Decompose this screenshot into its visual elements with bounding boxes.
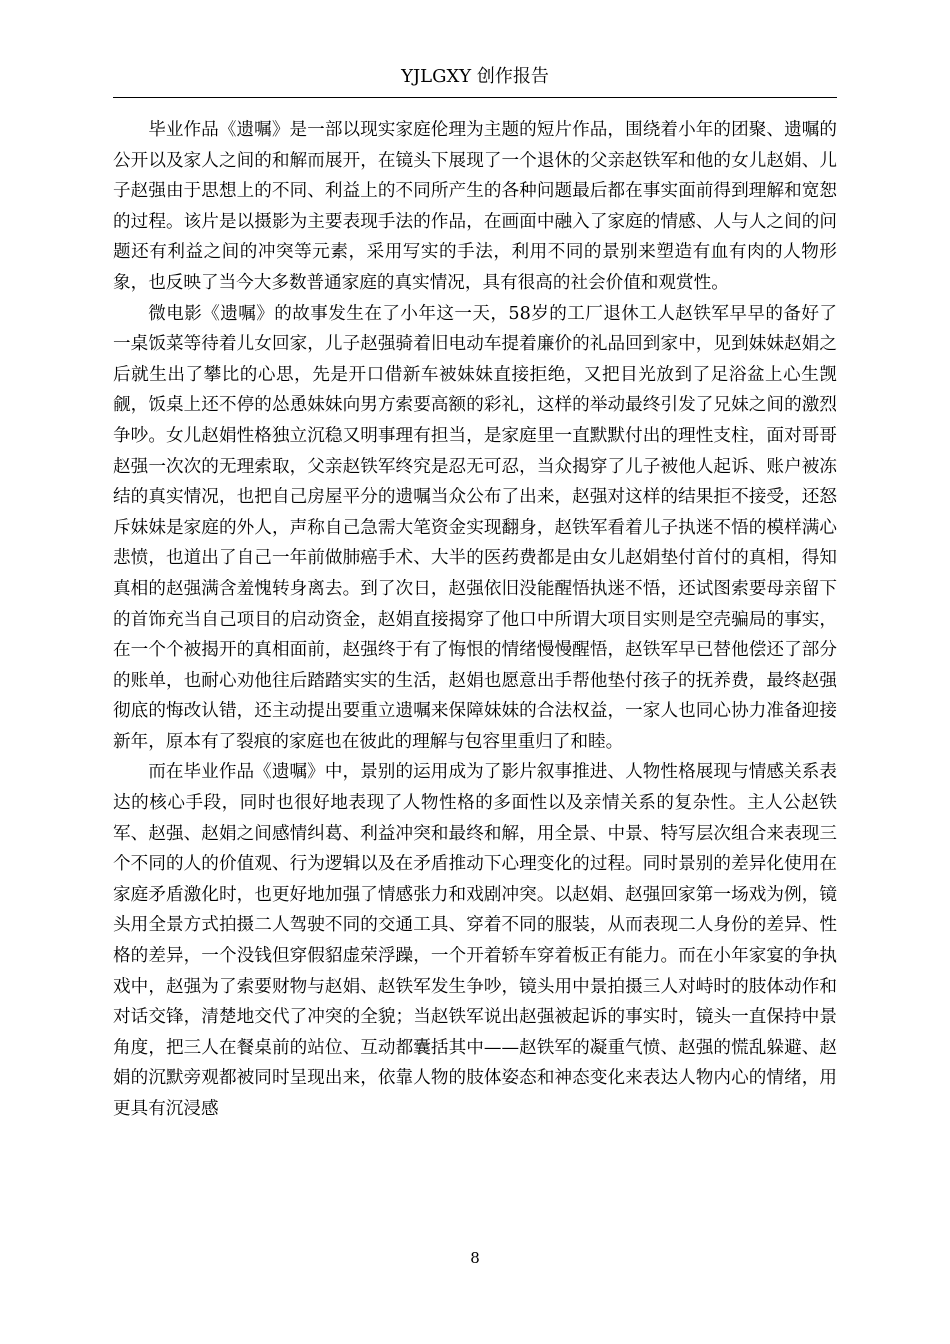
paragraph: 毕业作品《遗嘱》是一部以现实家庭伦理为主题的短片作品，围绕着小年的团聚、遗嘱的公开以及家人之间的和解而展开，在镜头下展现了一个退休的父亲赵铁军和他的女儿赵娟、儿子赵强由于思想上的不同、利益上的不同所产生的各种问题最后都在事实面前得到理解和宽恕的过程。该片是以摄影为主要表现手法的作品，在画面中融入了家庭的情感、人与人之间的问题还有利益之间的冲突等元素，采用写实的手法，利用不同的景别来塑造有血有肉的人物形象，也反映了当今大多数普通家庭的真实情况，具有很高的社会价值和观赏性。 (113, 120, 837, 293)
header-divider (113, 97, 837, 98)
paragraph: 而在毕业作品《遗嘱》中，景别的运用成为了影片叙事推进、人物性格展现与情感关系表达的核心手段，同时也很好地表现了人物性格的多面性以及亲情关系的复杂性。主人公赵铁军、赵强、赵娟之间感情纠葛、利益冲突和最终和解，用全景、中景、特写层次组合来表现三个不同的人的价值观、行为逻辑以及在矛盾推动下心理变化的过程。同时景别的差异化使用在家庭矛盾激化时，也更好地加强了情感张力和戏剧冲突。以赵娟、赵强回家第一场戏为例，镜头用全景方式拍摄二人驾驶不同的交通工具、穿着不同的服装，从而表现二人身份的差异、性格的差异，一个没钱但穿假貂虚荣浮躁，一个开着轿车穿着板正有能力。而在小年家宴的争执戏中，赵强为了索要财物与赵娟、赵铁军发生争吵，镜头用中景拍摄三人对峙时的肢体动作和对话交锋，清楚地交代了冲突的全貌；当赵铁军说出赵强被起诉的事实时，镜头一直保持中景角度，把三人在餐桌前的站位、互动都囊括其中——赵铁军的凝重气愤、赵强的慌乱躲避、赵娟的沉默旁观都被同时呈现出来，依靠人物的肢体姿态和神态变化来表达人物内心的情绪，用更具有沉浸感 (113, 762, 837, 1119)
paragraph: 微电影《遗嘱》的故事发生在了小年这一天，58岁的工厂退休工人赵铁军早早的备好了一桌饭菜等待着儿女回家，儿子赵强骑着旧电动车提着廉价的礼品回到家中，见到妹妹赵娟之后就生出了攀比的心思，先是开口借新车被妹妹直接拒绝，又把目光放到了足浴盆上心生觊觎，饭桌上还不停的怂恿妹妹向男方索要高额的彩礼，这样的举动最终引发了兄妹之间的激烈争吵。女儿赵娟性格独立沉稳又明事理有担当，是家庭里一直默默付出的理性支柱，面对哥哥赵强一次次的无理索取，父亲赵铁军终究是忍无可忍，当众揭穿了儿子被他人起诉、账户被冻结的真实情况，也把自己房屋平分的遗嘱当众公布了出来，赵强对这样的结果拒不接受，还怒斥妹妹是家庭的外人，声称自己急需大笔资金实现翻身，赵铁军看着儿子执迷不悟的模样满心悲愤，也道出了自己一年前做肺癌手术、大半的医药费都是由女儿赵娟垫付首付的真相，得知真相的赵强满含羞愧转身离去。到了次日，赵强依旧没能醒悟执迷不悟，还试图索要母亲留下的首饰充当自己项目的启动资金，赵娟直接揭穿了他口中所谓大项目实则是空壳骗局的事实，在一个个被揭开的真相面前，赵强终于有了悔恨的情绪慢慢醒悟，赵铁军早已替他偿还了部分的账单，也耐心劝他往后踏踏实实的生活，赵娟也愿意出手帮他垫付孩子的抚养费，最终赵强彻底的悔改认错，还主动提出要重立遗嘱来保障妹妹的合法权益，一家人也同心协力准备迎接新年，原本有了裂痕的家庭也在彼此的理解与包容里重归了和睦。 (113, 303, 837, 752)
document-body (113, 115, 837, 1125)
page-header-title: YJLGXY 创作报告 (401, 66, 549, 87)
page-number: 8 (470, 1249, 480, 1267)
